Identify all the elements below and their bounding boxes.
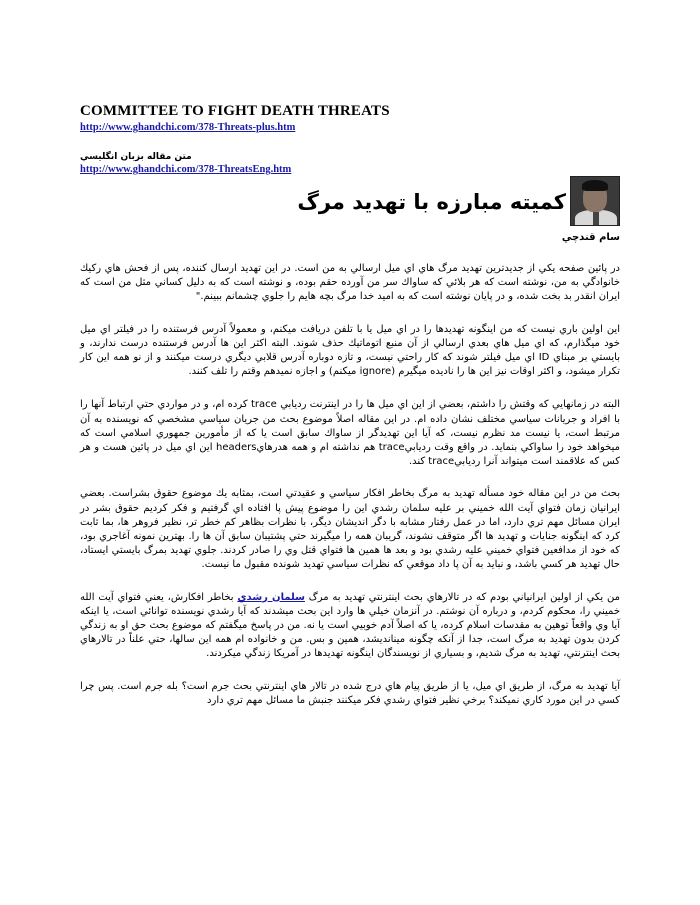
article-title: كميته مبارزه با تهديد مرگ <box>297 190 566 214</box>
author-photo <box>570 176 620 226</box>
threats-english-link[interactable]: http://www.ghandchi.com/378-ThreatsEng.htm <box>80 164 292 175</box>
threats-plus-link[interactable]: http://www.ghandchi.com/378-Threats-plus.htm <box>80 122 296 133</box>
paragraph-1: در پائين صفحه يكي از جديدترين تهديد مرگ هاي اي ميل ارسالي به من است. در اين تهديد ارسال كننده، پس از فحش هاي ركيك خانوادگي به من، نوشته است كه هر بلائي كه ساواك سر من آورده حقم بوده، و نوشته است كه به دليل كساني مثل من است كه ايران انقدر بد بخت شده، و در پايان نوشته است كه به اميد خدا مرگ بچه هايم را جلوي چشمانم ببينم." <box>80 263 620 303</box>
salman-rushdie-link[interactable]: سلمان رشدي <box>237 591 305 603</box>
paragraph-4: بحث من در اين مقاله خود مسأله تهديد به مرگ بخاطر افكار سياسي و عقيدتي است، بمثابه يك موضوع حقوق بشراست. بعضي ايرانيان زمان فتواي آيت الله خميني بر عليه سلمان رشدي اين را موضوع پيش پا افتاده اي گرفتيم و فكر كرديم حقوق بشر در ايران مسائل مهم تري دارد، اما در عمل رفتار مشابه با دگر انديشان ديگر، با نظرات بظاهر كم خطر تر، نظير فروهر ها، بما ثابت كرد كه اينگونه جنايات و تهديد ها اگر متوقف نشوند، گريبان همه را ميگيرند حتي پشتيبان سابق آن ها را. بهترين نمونه آغاجري بود، كه خود از مدافعين فتواي خميني عليه رشدي بود و بعد ها همين ها فتواي قتل وي را صادر كردند. جلوي تهديد بمرگ بايستي ايستاد، حال تهديد هر كسي باشد، و نبايد به آن پا داد موقعي كه نظرات سياسي تهديد شونده مقبول ما نيست. <box>80 488 620 571</box>
paragraph-5-before-link: من يكي از اولين ايرانياني بودم كه در تالارهاي بحث اينترنتي تهديد به مرگ <box>304 591 620 603</box>
article-header <box>180 176 620 226</box>
article-body <box>80 262 620 726</box>
english-version-label: متن مقاله بزبان انگليسي <box>80 152 192 162</box>
paragraph-3: البته در زمانهايي كه وقتش را داشتم، بعضي از اين اي ميل ها را در اينترنت رديابي trace كرده ام، و در مواردي حتي ارتباط آنها را با افراد و جريانات سياسي مختلف نشان داده ام. در اين مقاله اصلاً موضوع بحث من جريان سياسي مشخصي كه نويسنده به آن مرتبط است، يا نيست مد نظرم نيست، كه آيا اين تهديدگر از ساواك سابق است يا كه از مأمورين جمهوري اسلامي است كه ميخواهد خود را ساواكي بنمايد. در واقع وقت رديابيtrace هم نداشته ام و همه هدرهايheaders اين اي ميل در پائين هست و هر كس كه علاقمند است ميتواند آنرا رديابيtrace كند. <box>80 399 620 468</box>
english-title: COMMITTEE TO FIGHT DEATH THREATS <box>80 103 390 119</box>
paragraph-5 <box>80 591 620 662</box>
author-name: سام قندچي <box>561 232 620 243</box>
paragraph-5-after-link: بخاطر افكارش، يعني فتواي آيت الله خميني را، محكوم كردم، و درباره آن نوشتم. در آنزمان خيلي ها وارد اين بحث ميشدند كه آيا رشدي نويسنده توانائي است، يا اينكه آيا وي واقعاً توهين به مقدسات اسلام كرده، يا كه اصلاً آدم خوبيي است يا نه. من در پاسخ ميگفتم كه موضوع بحث حق او به زندگي كردن بدون تهديد به مرگ است، جدا از آنكه چگونه مينانديشد، همين و بس. من و خانواده ام همه اين سالها، حتي علناً در تالارهاي بحث اينترنتي، تهديد به مرگ شديم، و بسياري از نويسندگان اينگونه تهديدها در آمريكا زندگي ميكردند. <box>80 591 620 660</box>
paragraph-2: اين اولين باري نيست كه من اينگونه تهديدها را در اي ميل يا با تلفن دريافت ميكنم، و معمولاً آدرس فرستنده را در فيلتر اي ميل خود ميگذارم، كه اي ميل هاي بعدي ارسالي از آن منبع اتوماتيك حذف شوند. البته اكثر اين ها آدرس فرستنده درست ندارند، و بايستي بر مبناي ID اي ميل فيلتر شوند كه كار راحتي نيست، و تازه دوباره آدرس قلابي ديگري درست ميكنند و از نو همه اين كار تكرار ميشود، و اكثر اوقات نيز اين ها را ناديده ميگيرم (ignore ميكنم) و اجازه نميدهم وقتم را تلف كنند. <box>80 323 620 378</box>
paragraph-6: آيا تهديد به مرگ، از طريق اي ميل، يا از طريق پيام هاي درج شده در تالار هاي اينترنتي بحث جرم است؟ بله جرم است. پس چرا كسي در اين مورد كاري نميكند؟ برخي نظير فتواي رشدي فكر ميكنند جنبش ما مسائل مهم تري دارد <box>80 680 620 706</box>
